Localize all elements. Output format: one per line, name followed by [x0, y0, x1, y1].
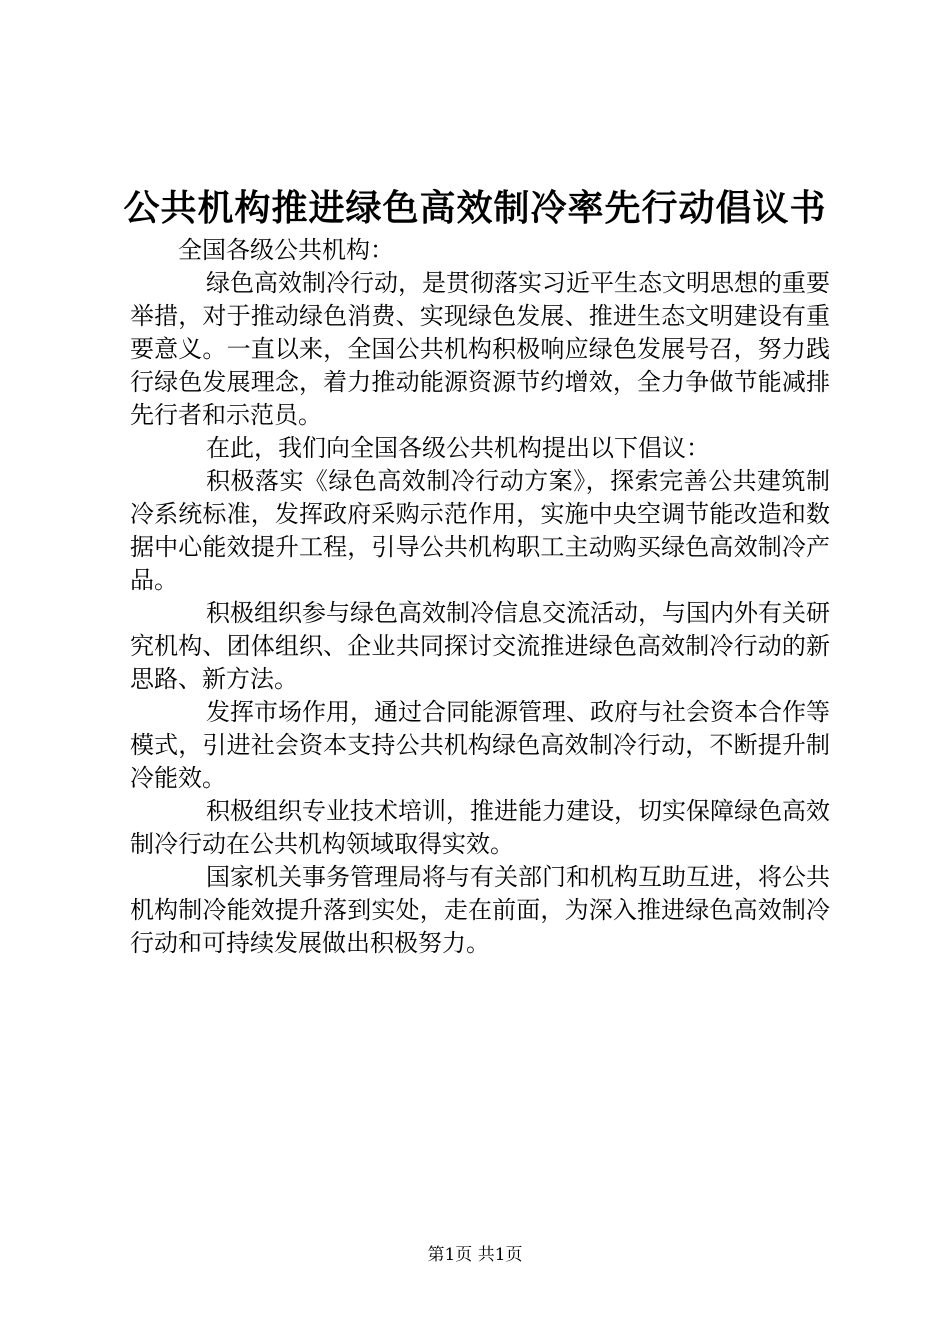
paragraph: 绿色高效制冷行动，是贯彻落实习近平生态文明思想的重要举措，对于推动绿色消费、实现绿色发展、推进生态文明建设有重要意义。一直以来，全国公共机构积极响应绿色发展号召，努力践行绿色发展理念，着力推动能源资源节约增效，全力争做节能减排先行者和示范员。 [130, 269, 830, 429]
document-body [130, 234, 830, 960]
paragraph: 积极落实《绿色高效制冷行动方案》，探索完善公共建筑制冷系统标准，发挥政府采购示范作用，实施中央空调节能改造和数据中心能效提升工程，引导公共机构职工主动购买绿色高效制冷产品。 [130, 467, 830, 594]
paragraph: 积极组织专业技术培训，推进能力建设，切实保障绿色高效制冷行动在公共机构领域取得实效。 [130, 797, 830, 858]
salutation: 全国各级公共机构： [178, 236, 394, 264]
paragraph: 国家机关事务管理局将与有关部门和机构互助互进，将公共机构制冷能效提升落到实处，走在前面，为深入推进绿色高效制冷行动和可持续发展做出积极努力。 [130, 863, 830, 957]
page-footer: 第1页 共1页 [427, 1245, 523, 1265]
document-title: 公共机构推进绿色高效制冷率先行动倡议书 [123, 187, 827, 229]
paragraph: 发挥市场作用，通过合同能源管理、政府与社会资本合作等模式，引进社会资本支持公共机构绿色高效制冷行动，不断提升制冷能效。 [130, 698, 830, 792]
paragraph: 积极组织参与绿色高效制冷信息交流活动，与国内外有关研究机构、团体组织、企业共同探讨交流推进绿色高效制冷行动的新思路、新方法。 [130, 599, 830, 693]
paragraph: 在此，我们向全国各级公共机构提出以下倡议： [206, 434, 710, 462]
